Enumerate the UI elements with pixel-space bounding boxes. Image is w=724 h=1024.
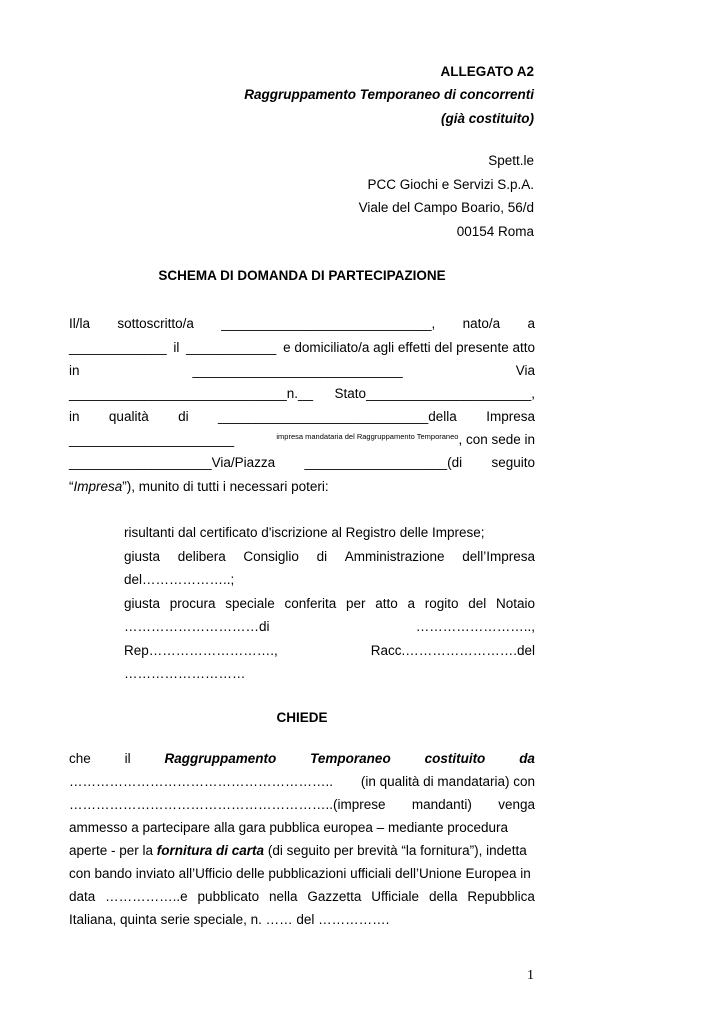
power-item-3-cont-3: ………………………: [124, 666, 246, 681]
recipient-line-3: Viale del Campo Boario, 56/d: [358, 200, 534, 215]
request-line-5: aperte - per la fornitura di carta (di seguito per brevità “la fornitura”), indetta: [69, 843, 527, 858]
request-line-7: data ……………..e pubblicato nella Gazzetta Ufficiale della Repubblica: [69, 889, 535, 904]
document-title: SCHEMA DI DOMANDA DI PARTECIPAZIONE: [158, 268, 446, 283]
intro-line-4: _____________________________n.__ Stato______________________,: [69, 386, 535, 401]
request-line-8: Italiana, quinta serie speciale, n. …… del …………….: [69, 912, 390, 927]
request-line-2: ………………………………………………….. (in qualità di mandataria) con: [69, 774, 535, 789]
recipient-line-4: 00154 Roma: [456, 224, 534, 239]
power-item-2-cont: del………………..;: [124, 572, 235, 587]
intro-line-6: ______________________ $^{impresa mandataria del Raggruppamento Temporaneo}$, con sede in: [69, 432, 535, 447]
power-item-3: giusta procura speciale conferita per atto a rogito del Notaio: [124, 596, 535, 611]
intro-line-2: _____________ il ____________ e domiciliato/a agli effetti del presente atto: [69, 340, 535, 355]
power-item-3-cont-1: …………………………di ……………………..,: [124, 619, 535, 634]
subtitle-line-1: Raggruppamento Temporaneo di concorrenti: [244, 87, 534, 102]
request-line-4: ammesso a partecipare alla gara pubblica europea – mediante procedura: [69, 820, 509, 835]
power-item-2: giusta delibera Consiglio di Amministrazione dell’Impresa: [124, 549, 535, 564]
request-line-6: con bando inviato all’Ufficio delle pubblicazioni ufficiali dell’Unione Europea in: [69, 866, 531, 881]
recipient-line-1: Spett.le: [488, 153, 534, 168]
recipient-line-2: PCC Giochi e Servizi S.p.A.: [367, 177, 534, 192]
chiede-heading: CHIEDE: [276, 710, 328, 725]
impresa-mandataria-note: impresa mandataria del Raggruppamento Temporaneo: [276, 432, 459, 441]
request-line-1: che il Raggruppamento Temporaneo costituito da: [69, 751, 535, 766]
intro-line-8: “Impresa”), munito di tutti i necessari poteri:: [69, 479, 329, 494]
intro-line-3: in ____________________________ Via: [69, 363, 535, 378]
allegato-label: ALLEGATO A2: [440, 64, 534, 79]
page-number: 1: [527, 968, 534, 983]
intro-line-7: ___________________Via/Piazza ___________________(di seguito: [69, 455, 535, 470]
subtitle-line-2: (già costituito): [441, 111, 534, 126]
power-item-3-cont-2: Rep………………………., Racc.…………………….del: [124, 643, 535, 658]
intro-line-1: Il/la sottoscritto/a ____________________________, nato/a a: [69, 316, 535, 331]
request-line-3: …………………………………………………..(imprese mandanti) venga: [69, 797, 535, 812]
intro-line-5: in qualità di ____________________________della Impresa: [69, 409, 535, 424]
power-item-1: risultanti dal certificato d'iscrizione al Registro delle Imprese;: [124, 525, 485, 540]
fornitura-emphasis: fornitura di carta: [156, 843, 265, 858]
